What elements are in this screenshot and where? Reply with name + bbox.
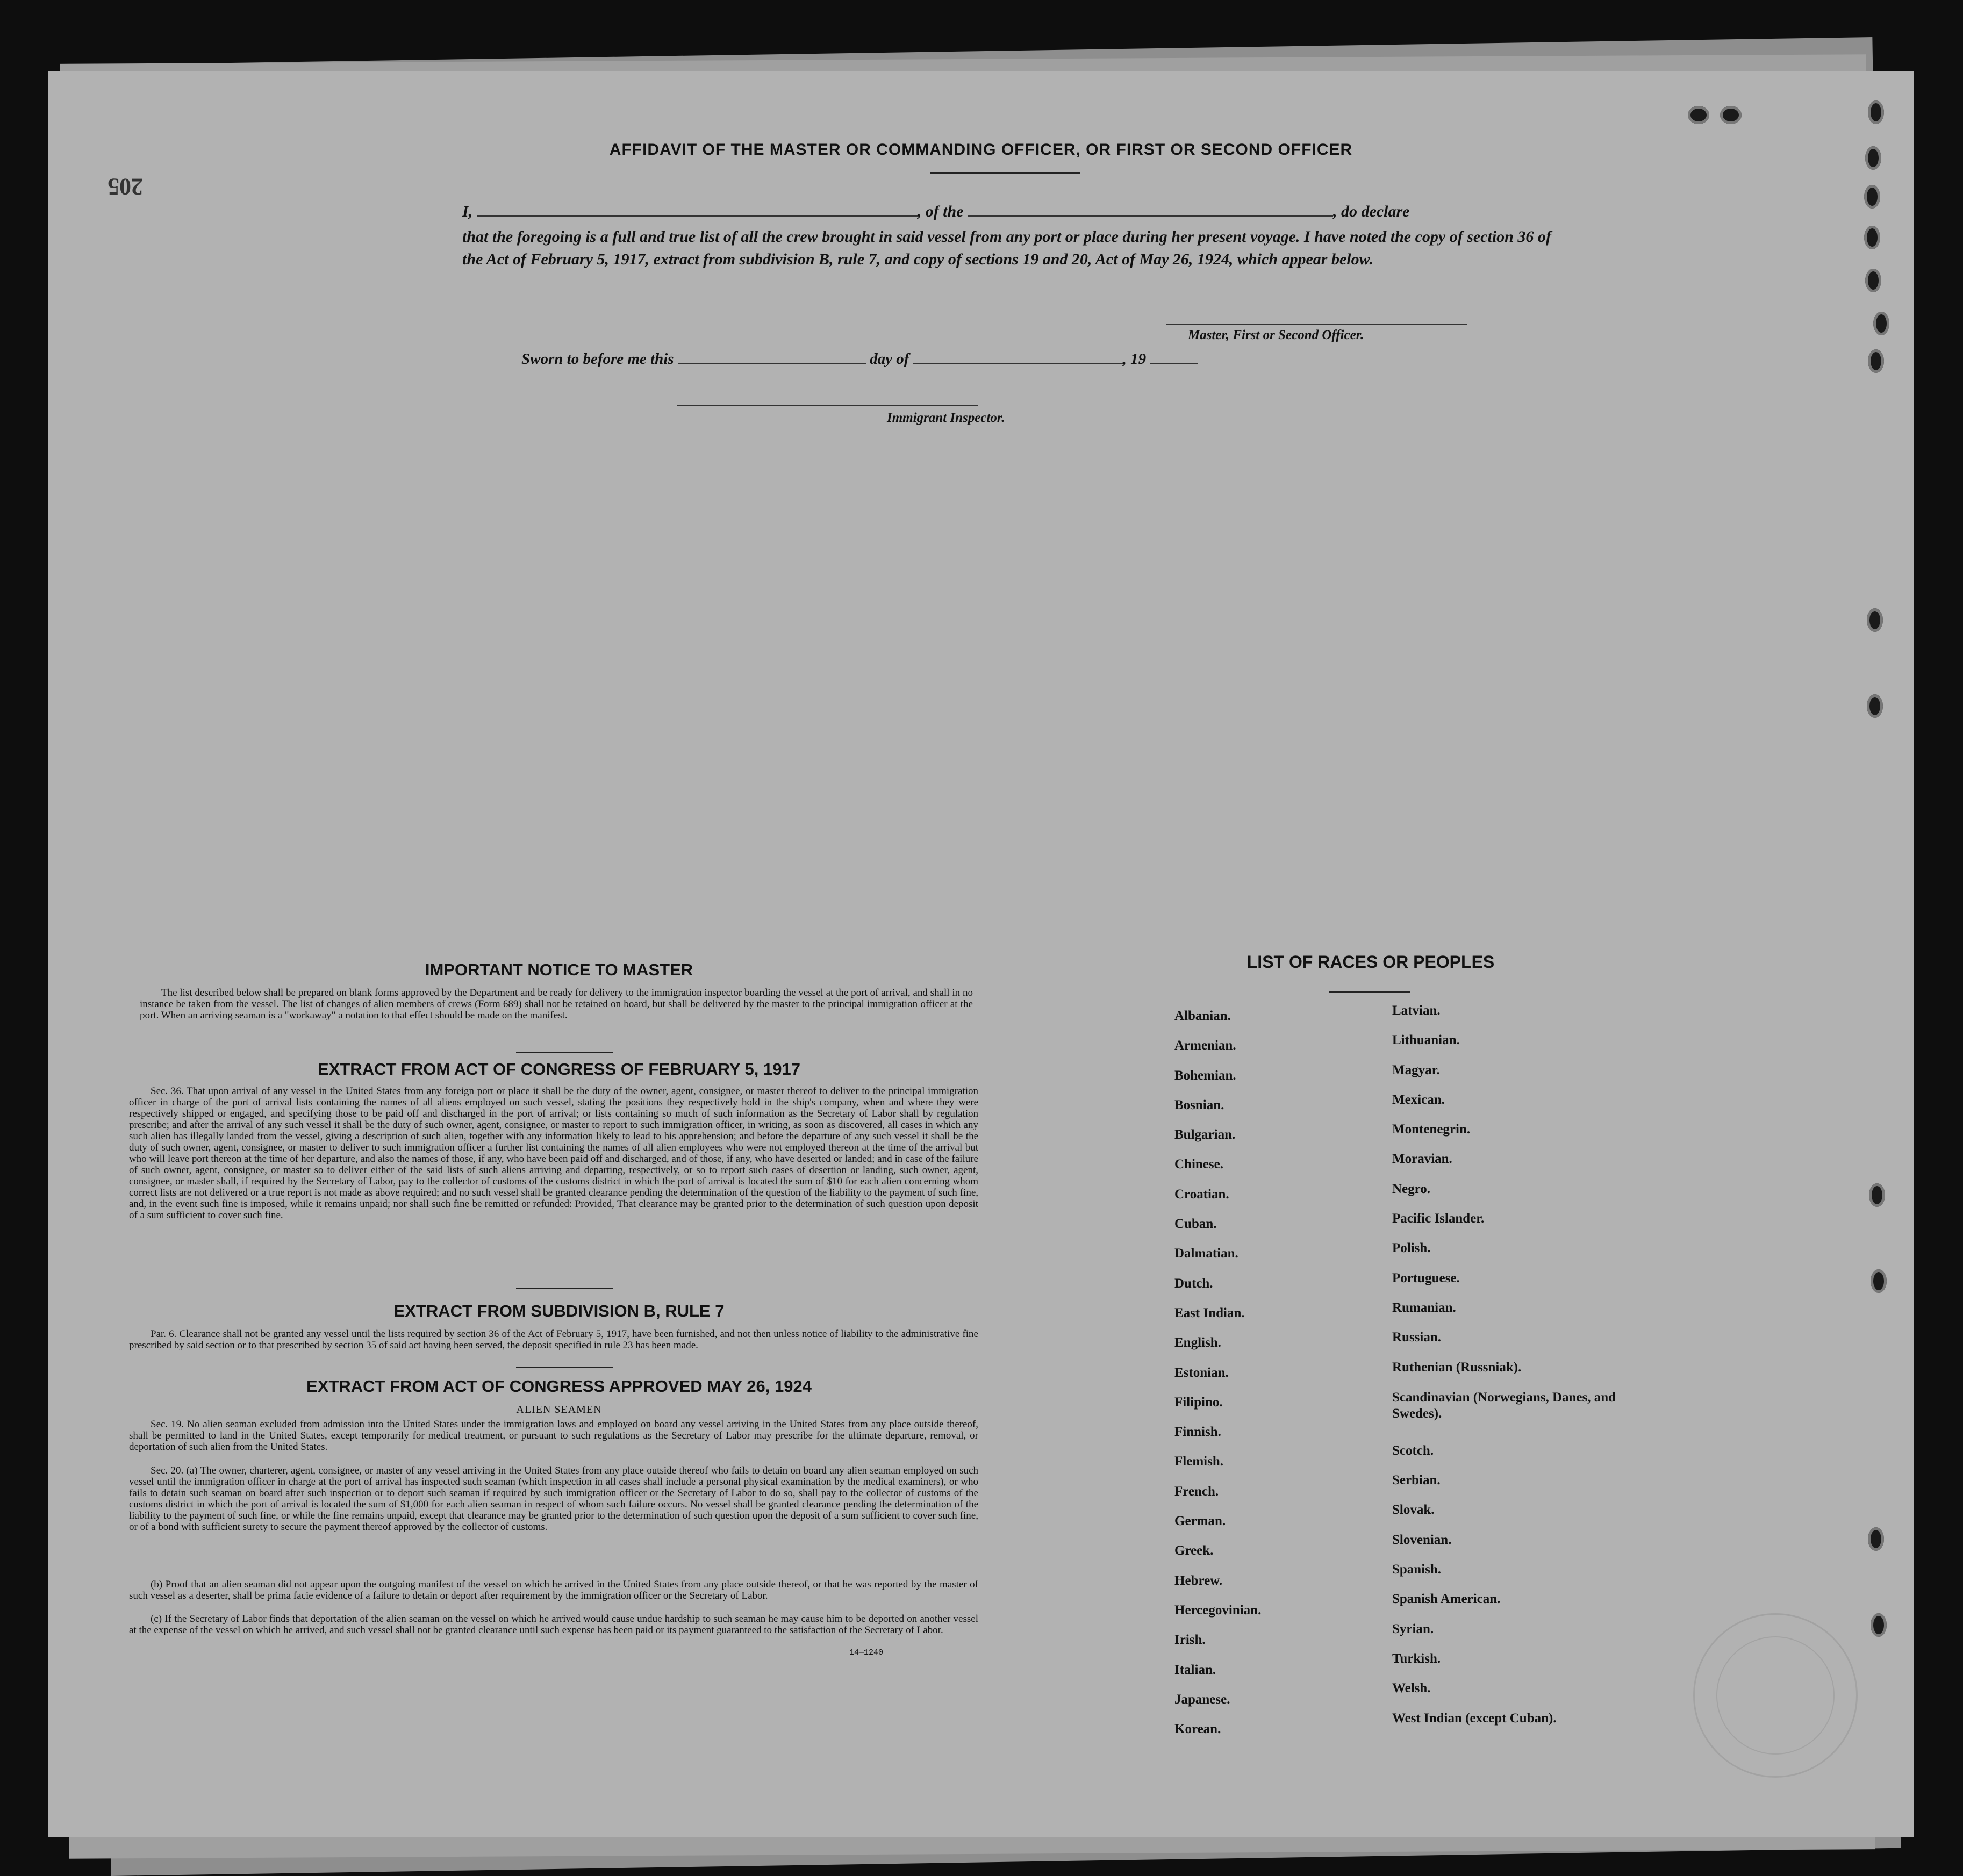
sworn-year-label: , 19 (1122, 350, 1147, 368)
inspector-label: Immigrant Inspector. (887, 411, 1005, 425)
race-item: Spanish. (1392, 1562, 1442, 1577)
race-item: Hercegovinian. (1174, 1602, 1262, 1618)
race-item: Italian. (1174, 1662, 1216, 1677)
races-left-column (1174, 1009, 1261, 1751)
race-item: Dalmatian. (1174, 1246, 1238, 1261)
divider (516, 1367, 613, 1368)
form-number: 14—1240 (849, 1648, 884, 1657)
declaration-do-declare: , do declare (1333, 203, 1410, 220)
inspector-signature-line[interactable] (677, 405, 978, 406)
race-item: Albanian. (1174, 1009, 1231, 1023)
binder-hole (1867, 694, 1883, 718)
rule7-body: Par. 6. Clearance shall not be granted any vessel until the lists required by section 36 of the Act of February 5, 1917, have been furnished, and not then unless notice of liability to the administrative fine prescribed by said section or to that prescribed by section 35 of said act having been served, the deposit specified in rule 23 has been made. (129, 1328, 978, 1351)
declaration-line (462, 203, 1602, 221)
alien-seamen-subtitle: ALIEN SEAMEN (516, 1404, 602, 1415)
race-item: Rumanian. (1392, 1300, 1456, 1315)
officer-name-field[interactable] (477, 215, 918, 217)
race-item: Dutch. (1174, 1276, 1213, 1291)
race-item: Welsh. (1392, 1681, 1431, 1696)
race-item: Turkish. (1392, 1651, 1441, 1666)
race-item: Syrian. (1392, 1621, 1434, 1636)
binder-hole (1871, 1613, 1887, 1637)
declaration-body: that the foregoing is a full and true list of all the crew brought in said vessel from any port or place during her present voyage. I have noted the copy of section 36 of the Act of February 5, 1917, extract from subdivision B, rule 7, and copy of sections 19 and 20, Act of May 26, 1924, which appear below. (462, 228, 1551, 268)
race-item: Korean. (1174, 1722, 1221, 1737)
race-item: Cuban. (1174, 1217, 1217, 1232)
race-item: Negro. (1392, 1181, 1431, 1196)
race-item: Bulgarian. (1174, 1127, 1236, 1142)
binder-hole (1871, 1269, 1887, 1293)
race-item: Latvian. (1392, 1003, 1441, 1018)
race-item: Ruthenian (Russniak). (1392, 1360, 1522, 1375)
race-item: Pacific Islander. (1392, 1211, 1485, 1226)
race-item: Portuguese. (1392, 1270, 1460, 1285)
affidavit-title: AFFIDAVIT OF THE MASTER OR COMMANDING OFFICER, OR FIRST OR SECOND OFFICER (609, 141, 1353, 159)
sworn-line (521, 350, 1198, 368)
race-item: Bosnian. (1174, 1097, 1224, 1112)
sworn-prefix: Sworn to before me this (521, 350, 674, 368)
race-item: Estonian. (1174, 1365, 1229, 1380)
sec20b-body: (b) Proof that an alien seaman did not appear upon the outgoing manifest of the vessel on which he arrived in the United States from any place outside thereof, or that he was reported by the master of such vessel as a deserter, shall be prima facie evidence of a failure to detain or deport after requirement by the immigration officer or the Secretary of Labor. (129, 1579, 978, 1601)
race-item: Croatian. (1174, 1187, 1229, 1202)
race-item: French. (1174, 1484, 1219, 1499)
signature-label: Master, First or Second Officer. (1188, 328, 1364, 342)
race-item: Scandinavian (Norwegians, Danes, and Swedes). (1392, 1390, 1616, 1421)
document-page (48, 71, 1914, 1837)
declaration-of-the: , of the (917, 203, 964, 220)
race-item: Finnish. (1174, 1425, 1221, 1440)
races-right-column (1392, 1003, 1618, 1741)
race-item: Polish. (1392, 1241, 1431, 1256)
binder-hole (1864, 226, 1880, 249)
divider (1329, 991, 1410, 993)
notice-body: The list described below shall be prepared on blank forms approved by the Department and be ready for delivery to the immigration inspector boarding the vessel at the port of arrival, and shall in no instance be taken from the vessel. The list of changes of alien members of crews (Form 689) shall not be retained on board, but shall be delivered by the master to the principal immigration officer at the port. When an arriving seaman is a "workaway" a notation to that effect should be made on the manifest. (140, 987, 973, 1021)
race-item: Bohemian. (1174, 1068, 1236, 1083)
binder-hole (1720, 106, 1742, 124)
race-item: Montenegrin. (1392, 1122, 1471, 1137)
sworn-day-label: day of (870, 350, 909, 368)
race-item: Chinese. (1174, 1157, 1223, 1172)
binder-hole (1868, 100, 1884, 124)
sworn-day-field[interactable] (678, 363, 866, 364)
race-item: Russian. (1392, 1330, 1442, 1345)
race-item: West Indian (except Cuban). (1392, 1710, 1557, 1726)
race-item: Greek. (1174, 1543, 1214, 1558)
race-item: Japanese. (1174, 1692, 1230, 1707)
extract-1917-body: Sec. 36. That upon arrival of any vessel in the United States from any foreign port or place it shall be the duty of the owner, agent, consignee, or master thereof to deliver to the principal immigration officer in charge of the port of arrival lists containing the names of all aliens employed on such vessel, stating the positions they respectively hold in the ship's company, when and where they were respectively shipped or engaged, and specifying those to be paid off and discharged in the port of arrival; or lists containing so much of such information as the Secretary of Labor shall by regulation prescribe; and after the arrival of any such vessel it shall be the duty of such owner, agent, consignee, or master to report to such immigration officer, in writing, as soon as discovered, all cases in which any such alien has illegally landed from the vessel, giving a description of such alien, together with any information likely to lead to his apprehension; and before the departure of any such vessel it shall be the duty of such owner, agent, consignee, or master to deliver to such immigration officer a further list containing the names of all alien employees who were not employed thereon at the time of the arrival but who will leave port thereon at the time of her departure, and also the names of those, if any, who have been paid off and discharged, and of those, if any, who have deserted or landed; and in case of the failure of such owner, agent, consignee, or master so to deliver either of the said lists of such aliens arriving and departing, respectively, or so to report such cases of desertion or landing, such owner, agent, consignee, or master shall, if required by the Secretary of Labor, pay to the collector of customs of the customs district in which the port of arrival is located the sum of $10 for each alien concerning whom correct lists are not delivered or a true report is not made as above required; and no such vessel shall be granted clearance pending the determination of the question of the liability to the payment of such fine, and, in the event such fine is imposed, while it remains unpaid; nor shall such fine be remitted or refunded: Provided, That clearance may be granted prior to the determination of such question upon deposit of a sum sufficient to cover such fine. (129, 1086, 978, 1221)
notice-title: IMPORTANT NOTICE TO MASTER (425, 960, 693, 979)
binder-hole (1869, 1183, 1885, 1207)
binder-hole (1864, 185, 1880, 209)
sworn-month-field[interactable] (913, 363, 1123, 364)
race-item: Slovak. (1392, 1503, 1435, 1518)
race-item: Mexican. (1392, 1092, 1445, 1107)
sec19-body: Sec. 19. No alien seaman excluded from admission into the United States under the immigration laws and employed on board any vessel arriving in the United States from any place outside thereof, shall be permitted to land in the United States, except temporarily for medical treatment, or pursuant to such regulations as the Secretary of Labor may prescribe for the ultimate departure, removal, or deportation of such alien from the United States. (129, 1419, 978, 1453)
official-seal (1693, 1613, 1858, 1778)
race-item: Moravian. (1392, 1152, 1452, 1167)
divider (930, 172, 1080, 174)
race-item: Hebrew. (1174, 1573, 1223, 1588)
race-item: Irish. (1174, 1633, 1206, 1648)
race-item: Spanish American. (1392, 1592, 1501, 1607)
binder-hole (1868, 1527, 1884, 1551)
vessel-name-field[interactable] (968, 215, 1333, 217)
sworn-year-field[interactable] (1150, 363, 1198, 364)
races-title: LIST OF RACES OR PEOPLES (1246, 952, 1495, 972)
stamped-number: 205 (108, 174, 143, 200)
sec20a-body: Sec. 20. (a) The owner, charterer, agent, consignee, or master of any vessel arriving in the United States from any place outside thereof who fails to detain on board any alien seaman employed on such vessel until the immigration officer in charge at the port of arrival has inspected such seaman (which inspection in all cases shall include a personal physical examination by the medical examiners), or who fails to detain such seaman on board after such inspection or to deport such seaman if required by such immigration officer or the Secretary of Labor to do so, shall pay to the collector of customs of the customs district in which the port of arrival is located the sum of $1,000 for each alien seaman in respect of whom such failure occurs. No vessel shall be granted clearance pending the determination of the liability to the payment of such fine, or while the fine remains unpaid, except that clearance may be granted prior to the determination of such question upon the deposit of a sum sufficient to cover such fine, or of a bond with sufficient surety to secure the payment thereof approved by the collector of customs. (129, 1465, 978, 1533)
race-item: German. (1174, 1514, 1226, 1529)
divider (516, 1052, 613, 1053)
race-item: Slovenian. (1392, 1532, 1452, 1547)
rule7-title: EXTRACT FROM SUBDIVISION B, RULE 7 (393, 1302, 725, 1320)
race-item: Magyar. (1392, 1062, 1440, 1077)
race-item: Serbian. (1392, 1473, 1441, 1488)
race-item: English. (1174, 1335, 1221, 1350)
race-item: Armenian. (1174, 1038, 1236, 1053)
race-item: East Indian. (1174, 1305, 1245, 1320)
race-item: Lithuanian. (1392, 1033, 1460, 1048)
race-item: Filipino. (1174, 1395, 1223, 1410)
extract-1924-title: EXTRACT FROM ACT OF CONGRESS APPROVED MAY 26, 1924 (306, 1377, 812, 1396)
sec20c-body: (c) If the Secretary of Labor finds that deportation of the alien seaman on the vessel on which he arrived would cause undue hardship to such seaman he may cause him to be deported on another vessel at the expense of the vessel on which he arrived, and such vessel shall not be granted clearance until such expense has been paid or its payment guaranteed to the satisfaction of the Secretary of Labor. (129, 1613, 978, 1636)
binder-hole (1865, 269, 1881, 292)
race-item: Scotch. (1392, 1443, 1434, 1458)
signature-line[interactable] (1166, 324, 1467, 325)
binder-hole (1873, 312, 1889, 335)
declaration-i: I, (462, 203, 473, 220)
binder-hole (1688, 106, 1709, 124)
binder-hole (1868, 349, 1884, 373)
divider (516, 1288, 613, 1289)
extract-1917-title: EXTRACT FROM ACT OF CONGRESS OF FEBRUARY 5, 1917 (318, 1060, 800, 1079)
race-item: Flemish. (1174, 1454, 1223, 1469)
binder-hole (1867, 608, 1883, 632)
